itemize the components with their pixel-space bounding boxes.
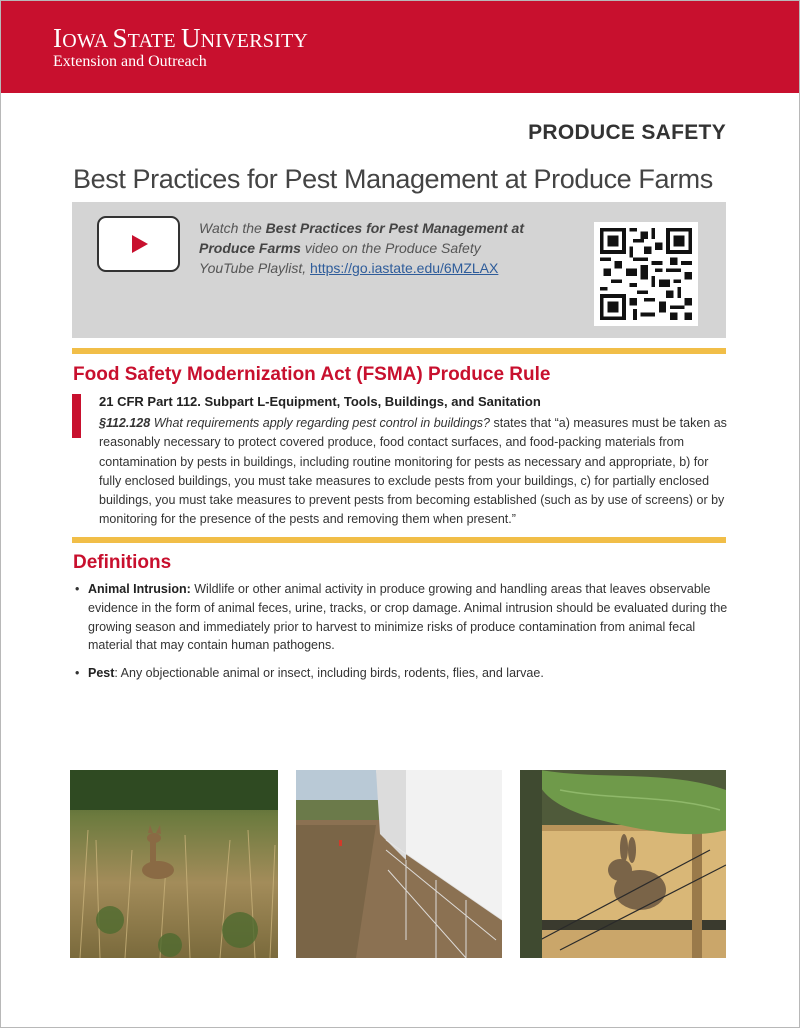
header-banner xyxy=(1,1,799,93)
definition-item: • Pest: Any objectionable animal or insect, including birds, rodents, flies, and larvae. xyxy=(75,664,731,683)
video-callout xyxy=(72,202,726,338)
video-title: Best Practices for Pest Management at Produce Farms xyxy=(199,220,524,256)
photo-deer-in-grass xyxy=(70,770,278,958)
category-label: PRODUCE SAFETY xyxy=(528,121,726,144)
fsma-heading: Food Safety Modernization Act (FSMA) Produce Rule xyxy=(73,364,551,385)
photo-rabbit-raised-bed xyxy=(520,770,726,958)
definitions-list xyxy=(75,580,731,692)
video-link[interactable]: https://go.iastate.edu/6MZLAX xyxy=(310,260,499,276)
play-icon xyxy=(130,234,150,254)
university-subtitle: Extension and Outreach xyxy=(53,53,207,70)
regulation-accent-bar xyxy=(72,394,81,438)
photo-high-tunnel-fence xyxy=(296,770,502,958)
divider-bottom xyxy=(72,537,726,543)
video-description: Watch the Best Practices for Pest Management at Produce Farms video on the Produce Safety YouTube Playlist, https://go.iastate.edu/6MZLAX xyxy=(199,220,524,276)
qr-code[interactable] xyxy=(594,222,698,326)
definition-item: • Animal Intrusion: Wildlife or other animal activity in produce growing and handling areas that leaves observable evidence in the form of animal feces, urine, tracks, or crop damage. Animal intrusion should be evaluated during the growing season and immediately prior to harvest to minimize risks of produce contamination from animal fecal material that may contain human pathogens. xyxy=(75,580,731,655)
regulation-text: §112.128 What requirements apply regarding pest control in buildings? states that “a) measures must be taken as reasonably necessary to protect covered produce, food contact surfaces, and food-packing materials from contamination by pests in buildings, including routine monitoring for pests as necessary and appropriate, b) for fully enclosed buildings, you must take measures to exclude pests from your buildings, c) for partially enclosed buildings, you must take measures to prevent pests from becoming established (such as by use of screens) or by monitoring for the presence of the pests and removing them when present.” xyxy=(99,416,727,527)
definitions-heading: Definitions xyxy=(73,552,172,573)
page-title: Best Practices for Pest Management at Produce Farms xyxy=(73,164,713,194)
divider-top xyxy=(72,348,726,354)
regulation-citation: 21 CFR Part 112. Subpart L-Equipment, Tools, Buildings, and Sanitation xyxy=(99,394,541,409)
qr-code-icon xyxy=(600,228,692,320)
play-button[interactable] xyxy=(97,216,180,272)
university-logo[interactable]: IOWA STATE UNIVERSITY xyxy=(53,23,309,53)
